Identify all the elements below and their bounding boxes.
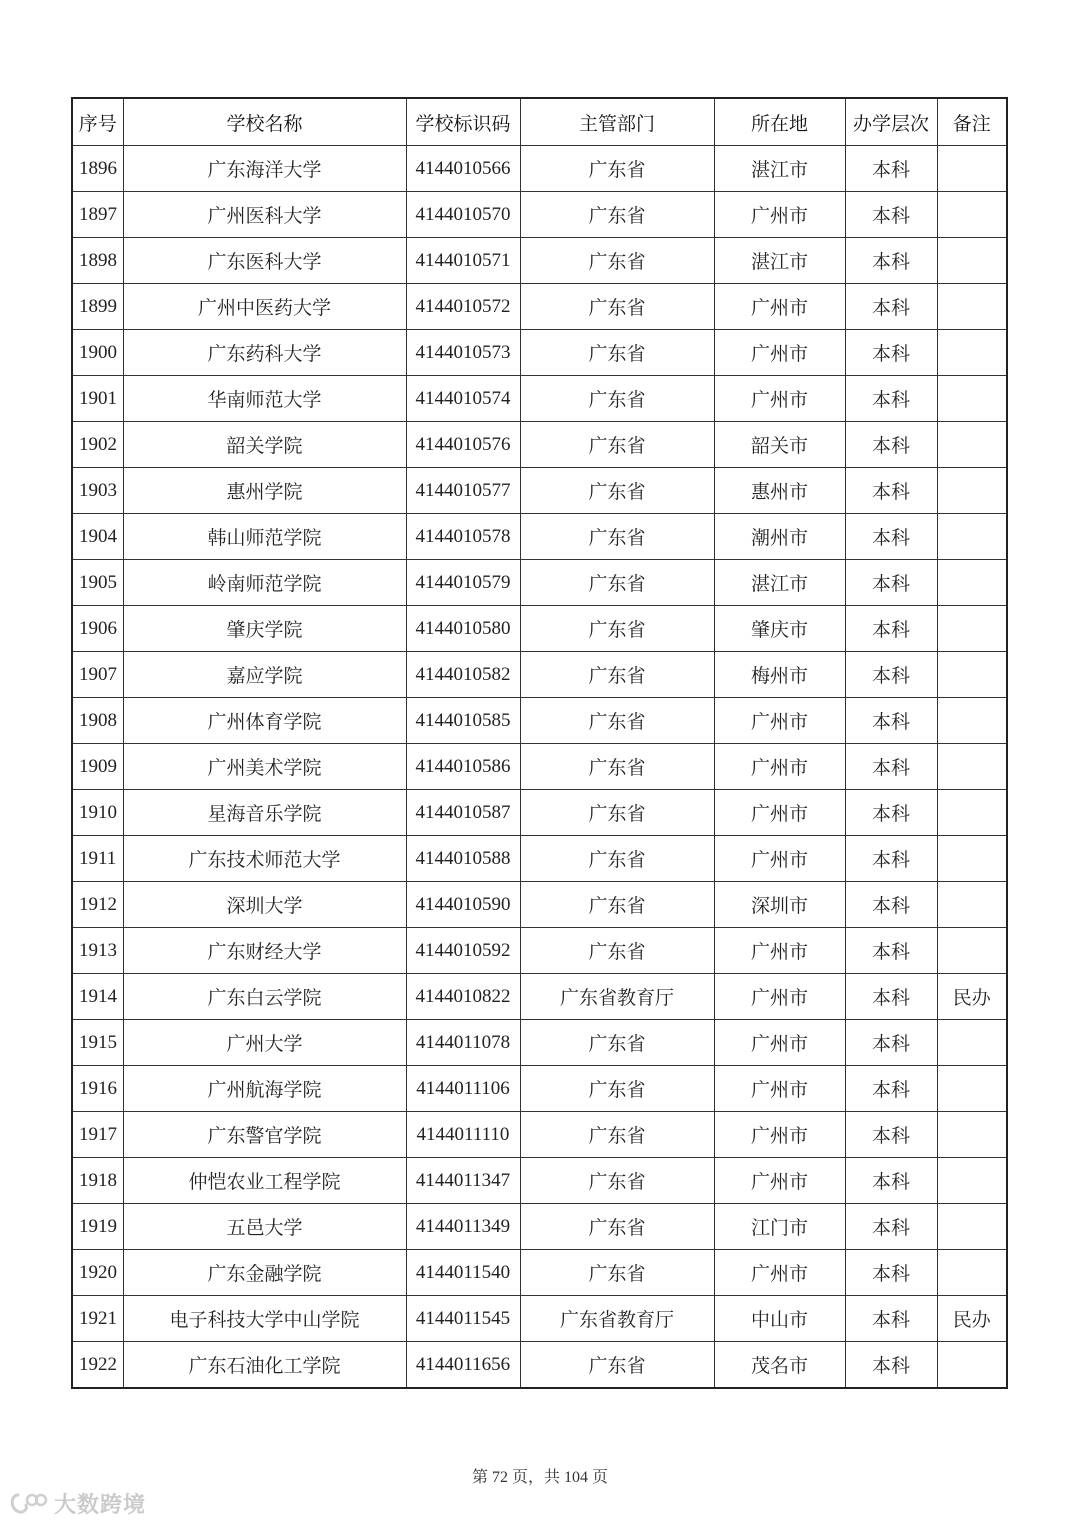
remarks-cell xyxy=(937,1112,1007,1158)
authority-cell: 广东省 xyxy=(520,1250,714,1296)
location-cell: 潮州市 xyxy=(714,514,845,560)
serial-number-cell: 1900 xyxy=(72,330,123,376)
school-name-cell: 韩山师范学院 xyxy=(123,514,406,560)
authority-cell: 广东省 xyxy=(520,1020,714,1066)
school-name-cell: 广东财经大学 xyxy=(123,928,406,974)
table-row xyxy=(72,1204,1007,1250)
school-name-cell: 广州美术学院 xyxy=(123,744,406,790)
table-row xyxy=(72,238,1007,284)
table-row xyxy=(72,1158,1007,1204)
authority-cell: 广东省 xyxy=(520,284,714,330)
education-level-cell: 本科 xyxy=(845,1204,937,1250)
remarks-cell xyxy=(937,560,1007,606)
authority-cell: 广东省 xyxy=(520,1112,714,1158)
education-level-cell: 本科 xyxy=(845,928,937,974)
school-name-cell: 岭南师范学院 xyxy=(123,560,406,606)
authority-cell: 广东省 xyxy=(520,1158,714,1204)
school-list-table xyxy=(71,97,1008,1389)
school-code-cell: 4144010587 xyxy=(406,790,520,836)
education-level-cell: 本科 xyxy=(845,1020,937,1066)
school-code-cell: 4144010592 xyxy=(406,928,520,974)
authority-cell: 广东省 xyxy=(520,468,714,514)
table-row xyxy=(72,560,1007,606)
location-cell: 梅州市 xyxy=(714,652,845,698)
remarks-cell xyxy=(937,1066,1007,1112)
serial-number-cell: 1917 xyxy=(72,1112,123,1158)
location-cell: 广州市 xyxy=(714,1112,845,1158)
authority-cell: 广东省 xyxy=(520,514,714,560)
authority-cell: 广东省 xyxy=(520,652,714,698)
education-level-cell: 本科 xyxy=(845,422,937,468)
education-level-cell: 本科 xyxy=(845,974,937,1020)
authority-cell: 广东省 xyxy=(520,376,714,422)
table-row xyxy=(72,146,1007,192)
table-row xyxy=(72,744,1007,790)
authority-cell: 广东省 xyxy=(520,1204,714,1250)
serial-number-cell: 1921 xyxy=(72,1296,123,1342)
school-name-cell: 星海音乐学院 xyxy=(123,790,406,836)
school-name-cell: 深圳大学 xyxy=(123,882,406,928)
authority-cell: 广东省 xyxy=(520,836,714,882)
table-row xyxy=(72,1296,1007,1342)
serial-number-cell: 1896 xyxy=(72,146,123,192)
table-row xyxy=(72,790,1007,836)
education-level-cell: 本科 xyxy=(845,1158,937,1204)
remarks-cell xyxy=(937,1342,1007,1389)
authority-cell: 广东省 xyxy=(520,698,714,744)
serial-number-cell: 1919 xyxy=(72,1204,123,1250)
table-row xyxy=(72,376,1007,422)
authority-cell: 广东省 xyxy=(520,1066,714,1112)
remarks-cell xyxy=(937,468,1007,514)
location-cell: 广州市 xyxy=(714,1250,845,1296)
school-name-cell: 广东白云学院 xyxy=(123,974,406,1020)
authority-cell: 广东省教育厅 xyxy=(520,974,714,1020)
header-serial-number: 序号 xyxy=(72,98,123,146)
location-cell: 湛江市 xyxy=(714,146,845,192)
location-cell: 广州市 xyxy=(714,698,845,744)
location-cell: 广州市 xyxy=(714,376,845,422)
school-name-cell: 惠州学院 xyxy=(123,468,406,514)
school-code-cell: 4144010573 xyxy=(406,330,520,376)
serial-number-cell: 1914 xyxy=(72,974,123,1020)
location-cell: 惠州市 xyxy=(714,468,845,514)
school-name-cell: 五邑大学 xyxy=(123,1204,406,1250)
authority-cell: 广东省 xyxy=(520,330,714,376)
remarks-cell xyxy=(937,422,1007,468)
serial-number-cell: 1905 xyxy=(72,560,123,606)
location-cell: 广州市 xyxy=(714,928,845,974)
education-level-cell: 本科 xyxy=(845,514,937,560)
serial-number-cell: 1907 xyxy=(72,652,123,698)
school-code-cell: 4144010580 xyxy=(406,606,520,652)
school-code-cell: 4144010577 xyxy=(406,468,520,514)
school-code-cell: 4144011110 xyxy=(406,1112,520,1158)
location-cell: 广州市 xyxy=(714,744,845,790)
location-cell: 深圳市 xyxy=(714,882,845,928)
school-name-cell: 广州航海学院 xyxy=(123,1066,406,1112)
remarks-cell: 民办 xyxy=(937,974,1007,1020)
location-cell: 湛江市 xyxy=(714,560,845,606)
serial-number-cell: 1899 xyxy=(72,284,123,330)
school-code-cell: 4144010570 xyxy=(406,192,520,238)
education-level-cell: 本科 xyxy=(845,1296,937,1342)
table-row xyxy=(72,698,1007,744)
school-code-cell: 4144011540 xyxy=(406,1250,520,1296)
table-row xyxy=(72,1250,1007,1296)
serial-number-cell: 1916 xyxy=(72,1066,123,1112)
location-cell: 广州市 xyxy=(714,284,845,330)
table-row xyxy=(72,836,1007,882)
remarks-cell xyxy=(937,928,1007,974)
remarks-cell xyxy=(937,284,1007,330)
education-level-cell: 本科 xyxy=(845,1250,937,1296)
school-name-cell: 广东海洋大学 xyxy=(123,146,406,192)
authority-cell: 广东省 xyxy=(520,744,714,790)
location-cell: 广州市 xyxy=(714,790,845,836)
remarks-cell xyxy=(937,790,1007,836)
table-row xyxy=(72,652,1007,698)
watermark-text: 大数跨境 xyxy=(54,1493,147,1518)
school-name-cell: 广州中医药大学 xyxy=(123,284,406,330)
serial-number-cell: 1911 xyxy=(72,836,123,882)
school-name-cell: 广东石油化工学院 xyxy=(123,1342,406,1389)
authority-cell: 广东省 xyxy=(520,606,714,652)
school-code-cell: 4144010578 xyxy=(406,514,520,560)
school-name-cell: 电子科技大学中山学院 xyxy=(123,1296,406,1342)
location-cell: 肇庆市 xyxy=(714,606,845,652)
remarks-cell xyxy=(937,1250,1007,1296)
education-level-cell: 本科 xyxy=(845,1112,937,1158)
school-code-cell: 4144011349 xyxy=(406,1204,520,1250)
serial-number-cell: 1913 xyxy=(72,928,123,974)
authority-cell: 广东省 xyxy=(520,560,714,606)
header-school-name: 学校名称 xyxy=(123,98,406,146)
serial-number-cell: 1901 xyxy=(72,376,123,422)
brand-logo-icon xyxy=(8,1491,48,1517)
table-body xyxy=(72,146,1007,1389)
authority-cell: 广东省 xyxy=(520,238,714,284)
education-level-cell: 本科 xyxy=(845,836,937,882)
school-name-cell: 广州医科大学 xyxy=(123,192,406,238)
education-level-cell: 本科 xyxy=(845,146,937,192)
school-code-cell: 4144010588 xyxy=(406,836,520,882)
remarks-cell xyxy=(937,514,1007,560)
remarks-cell xyxy=(937,146,1007,192)
serial-number-cell: 1920 xyxy=(72,1250,123,1296)
location-cell: 茂名市 xyxy=(714,1342,845,1389)
authority-cell: 广东省 xyxy=(520,192,714,238)
remarks-cell xyxy=(937,238,1007,284)
education-level-cell: 本科 xyxy=(845,376,937,422)
remarks-cell xyxy=(937,652,1007,698)
school-code-cell: 4144010574 xyxy=(406,376,520,422)
school-code-cell: 4144010822 xyxy=(406,974,520,1020)
remarks-cell xyxy=(937,698,1007,744)
authority-cell: 广东省 xyxy=(520,790,714,836)
education-level-cell: 本科 xyxy=(845,882,937,928)
serial-number-cell: 1898 xyxy=(72,238,123,284)
authority-cell: 广东省 xyxy=(520,422,714,468)
remarks-cell xyxy=(937,192,1007,238)
school-code-cell: 4144010579 xyxy=(406,560,520,606)
school-name-cell: 肇庆学院 xyxy=(123,606,406,652)
school-name-cell: 广东药科大学 xyxy=(123,330,406,376)
authority-cell: 广东省教育厅 xyxy=(520,1296,714,1342)
education-level-cell: 本科 xyxy=(845,1066,937,1112)
education-level-cell: 本科 xyxy=(845,652,937,698)
education-level-cell: 本科 xyxy=(845,698,937,744)
serial-number-cell: 1904 xyxy=(72,514,123,560)
location-cell: 韶关市 xyxy=(714,422,845,468)
header-school-code: 学校标识码 xyxy=(406,98,520,146)
education-level-cell: 本科 xyxy=(845,192,937,238)
school-code-cell: 4144011347 xyxy=(406,1158,520,1204)
school-code-cell: 4144010571 xyxy=(406,238,520,284)
location-cell: 广州市 xyxy=(714,192,845,238)
school-name-cell: 广州大学 xyxy=(123,1020,406,1066)
education-level-cell: 本科 xyxy=(845,744,937,790)
header-education-level: 办学层次 xyxy=(845,98,937,146)
table-row xyxy=(72,1066,1007,1112)
watermark xyxy=(8,1488,146,1519)
serial-number-cell: 1902 xyxy=(72,422,123,468)
location-cell: 广州市 xyxy=(714,836,845,882)
serial-number-cell: 1903 xyxy=(72,468,123,514)
education-level-cell: 本科 xyxy=(845,284,937,330)
serial-number-cell: 1918 xyxy=(72,1158,123,1204)
school-code-cell: 4144011078 xyxy=(406,1020,520,1066)
location-cell: 广州市 xyxy=(714,330,845,376)
school-name-cell: 广州体育学院 xyxy=(123,698,406,744)
education-level-cell: 本科 xyxy=(845,790,937,836)
table-row xyxy=(72,974,1007,1020)
location-cell: 广州市 xyxy=(714,974,845,1020)
header-authority: 主管部门 xyxy=(520,98,714,146)
remarks-cell: 民办 xyxy=(937,1296,1007,1342)
table-row xyxy=(72,468,1007,514)
table-row xyxy=(72,1112,1007,1158)
table-row xyxy=(72,330,1007,376)
education-level-cell: 本科 xyxy=(845,560,937,606)
school-name-cell: 广东金融学院 xyxy=(123,1250,406,1296)
school-code-cell: 4144010585 xyxy=(406,698,520,744)
serial-number-cell: 1915 xyxy=(72,1020,123,1066)
school-name-cell: 仲恺农业工程学院 xyxy=(123,1158,406,1204)
serial-number-cell: 1922 xyxy=(72,1342,123,1389)
remarks-cell xyxy=(937,882,1007,928)
serial-number-cell: 1908 xyxy=(72,698,123,744)
school-code-cell: 4144011656 xyxy=(406,1342,520,1389)
school-code-cell: 4144010586 xyxy=(406,744,520,790)
remarks-cell xyxy=(937,744,1007,790)
table-row xyxy=(72,928,1007,974)
school-name-cell: 韶关学院 xyxy=(123,422,406,468)
education-level-cell: 本科 xyxy=(845,238,937,284)
school-code-cell: 4144011106 xyxy=(406,1066,520,1112)
location-cell: 广州市 xyxy=(714,1158,845,1204)
remarks-cell xyxy=(937,1020,1007,1066)
authority-cell: 广东省 xyxy=(520,928,714,974)
remarks-cell xyxy=(937,330,1007,376)
table-row xyxy=(72,192,1007,238)
table-row xyxy=(72,422,1007,468)
header-remarks: 备注 xyxy=(937,98,1007,146)
table-row xyxy=(72,1020,1007,1066)
authority-cell: 广东省 xyxy=(520,146,714,192)
remarks-cell xyxy=(937,836,1007,882)
table-row xyxy=(72,606,1007,652)
education-level-cell: 本科 xyxy=(845,330,937,376)
serial-number-cell: 1906 xyxy=(72,606,123,652)
serial-number-cell: 1912 xyxy=(72,882,123,928)
remarks-cell xyxy=(937,1158,1007,1204)
page-number-footer: 第 72 页，共 104 页 xyxy=(471,1469,608,1486)
authority-cell: 广东省 xyxy=(520,1342,714,1389)
school-name-cell: 广东医科大学 xyxy=(123,238,406,284)
location-cell: 湛江市 xyxy=(714,238,845,284)
location-cell: 江门市 xyxy=(714,1204,845,1250)
school-code-cell: 4144010582 xyxy=(406,652,520,698)
remarks-cell xyxy=(937,376,1007,422)
education-level-cell: 本科 xyxy=(845,1342,937,1389)
location-cell: 广州市 xyxy=(714,1020,845,1066)
school-code-cell: 4144010566 xyxy=(406,146,520,192)
school-code-cell: 4144011545 xyxy=(406,1296,520,1342)
location-cell: 中山市 xyxy=(714,1296,845,1342)
school-name-cell: 广东警官学院 xyxy=(123,1112,406,1158)
table-row xyxy=(72,284,1007,330)
school-name-cell: 华南师范大学 xyxy=(123,376,406,422)
location-cell: 广州市 xyxy=(714,1066,845,1112)
education-level-cell: 本科 xyxy=(845,606,937,652)
education-level-cell: 本科 xyxy=(845,468,937,514)
school-code-cell: 4144010572 xyxy=(406,284,520,330)
authority-cell: 广东省 xyxy=(520,882,714,928)
school-code-cell: 4144010590 xyxy=(406,882,520,928)
header-location: 所在地 xyxy=(714,98,845,146)
serial-number-cell: 1909 xyxy=(72,744,123,790)
school-code-cell: 4144010576 xyxy=(406,422,520,468)
table-row xyxy=(72,514,1007,560)
table-row xyxy=(72,882,1007,928)
remarks-cell xyxy=(937,606,1007,652)
table-row xyxy=(72,1342,1007,1389)
serial-number-cell: 1897 xyxy=(72,192,123,238)
serial-number-cell: 1910 xyxy=(72,790,123,836)
school-name-cell: 嘉应学院 xyxy=(123,652,406,698)
table-header-row xyxy=(72,98,1007,146)
school-name-cell: 广东技术师范大学 xyxy=(123,836,406,882)
remarks-cell xyxy=(937,1204,1007,1250)
